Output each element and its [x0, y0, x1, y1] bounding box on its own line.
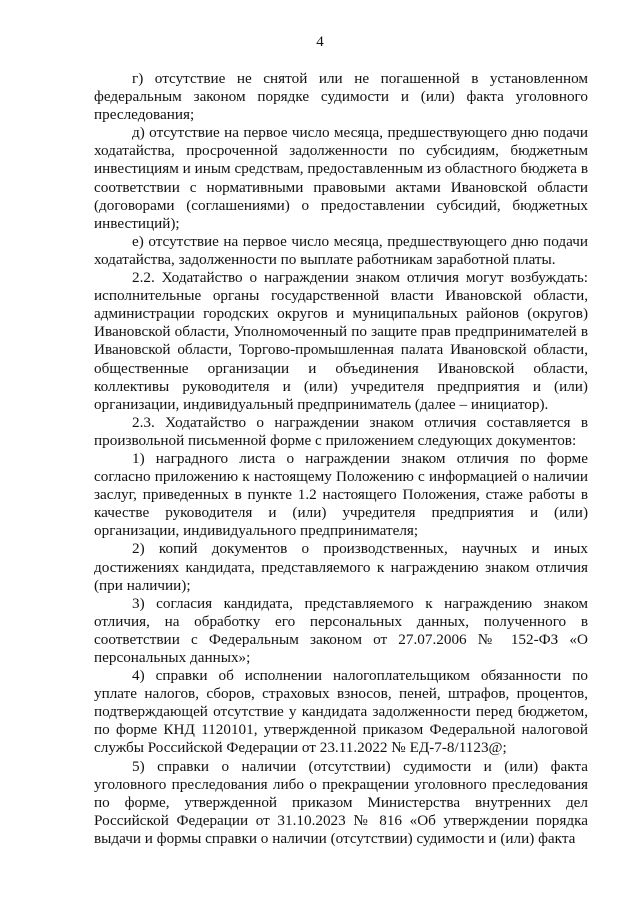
paragraph-criterion-d: д) отсутствие на первое число месяца, предшествующего дню подачи ходатайства, просроченной задолженности по субсидиям, бюджетным инвестициям и иным средствам, предоставленным из областного бюджета в соответствии с нормативными правовыми актами Ивановской области (договорами (соглашениями) о предоставлении субсидий, бюджетных инвестиций);: [94, 124, 588, 232]
paragraph-item-2: 2) копий документов о производственных, научных и иных достижениях кандидата, представляемого к награждению знаком отличия (при наличии);: [94, 540, 588, 594]
paragraph-item-4: 4) справки об исполнении налогоплательщиком обязанности по уплате налогов, сборов, страховых взносов, пеней, штрафов, процентов, подтверждающей отсутствие у кандидата задолженности перед бюджетом, по форме КНД 1120101, утвержденной приказом Федеральной налоговой службы Российской Федерации от 23.11.2022 № ЕД-7-8/1123@;: [94, 667, 588, 757]
paragraph-criterion-e: е) отсутствие на первое число месяца, предшествующего дню подачи ходатайства, задолженности по выплате работникам заработной платы.: [94, 232, 588, 268]
paragraph-section-2-3: 2.3. Ходатайство о награждении знаком отличия составляется в произвольной письменной форме с приложением следующих документов:: [94, 413, 588, 449]
document-body: [94, 70, 588, 848]
paragraph-criterion-g: г) отсутствие не снятой или не погашенной в установленном федеральным законом порядке судимости и (или) факта уголовного преследования;: [94, 70, 588, 124]
paragraph-item-1: 1) наградного листа о награждении знаком отличия по форме согласно приложению к настоящему Положению с информацией о наличии заслуг, приведенных в пункте 1.2 настоящего Положения, стаже работы в качестве руководителя и (или) учредителя предприятия и (или) организации, индивидуального предпринимателя;: [94, 449, 588, 540]
paragraph-item-5: 5) справки о наличии (отсутствии) судимости и (или) факта уголовного преследования либо о прекращении уголовного преследования по форме, утвержденной приказом Министерства внутренних дел Российской Федерации от 31.10.2023 № 816 «Об утверждении порядка выдачи и формы справки о наличии (отсутствии) судимости и (или) факта: [94, 757, 588, 847]
paragraph-item-3: 3) согласия кандидата, представляемого к награждению знаком отличия, на обработку его персональных данных, полученного в соответствии с Федеральным законом от 27.07.2006 № 152-ФЗ «О персональных данных»;: [94, 594, 588, 666]
page-number: 4: [316, 34, 324, 50]
paragraph-section-2-2: 2.2. Ходатайство о награждении знаком отличия могут возбуждать: исполнительные органы государственной власти Ивановской области, администрации городских округов и муниципальных районов (округов) Ивановской области, Уполномоченный по защите прав предпринимателей в Ивановской области, Торгово-промышленная палата Ивановской области, общественные организации и объединения Ивановской области, коллективы руководителя и (или) учредителя предприятия и (или) организации, индивидуальный предприниматель (далее – инициатор).: [94, 269, 588, 413]
